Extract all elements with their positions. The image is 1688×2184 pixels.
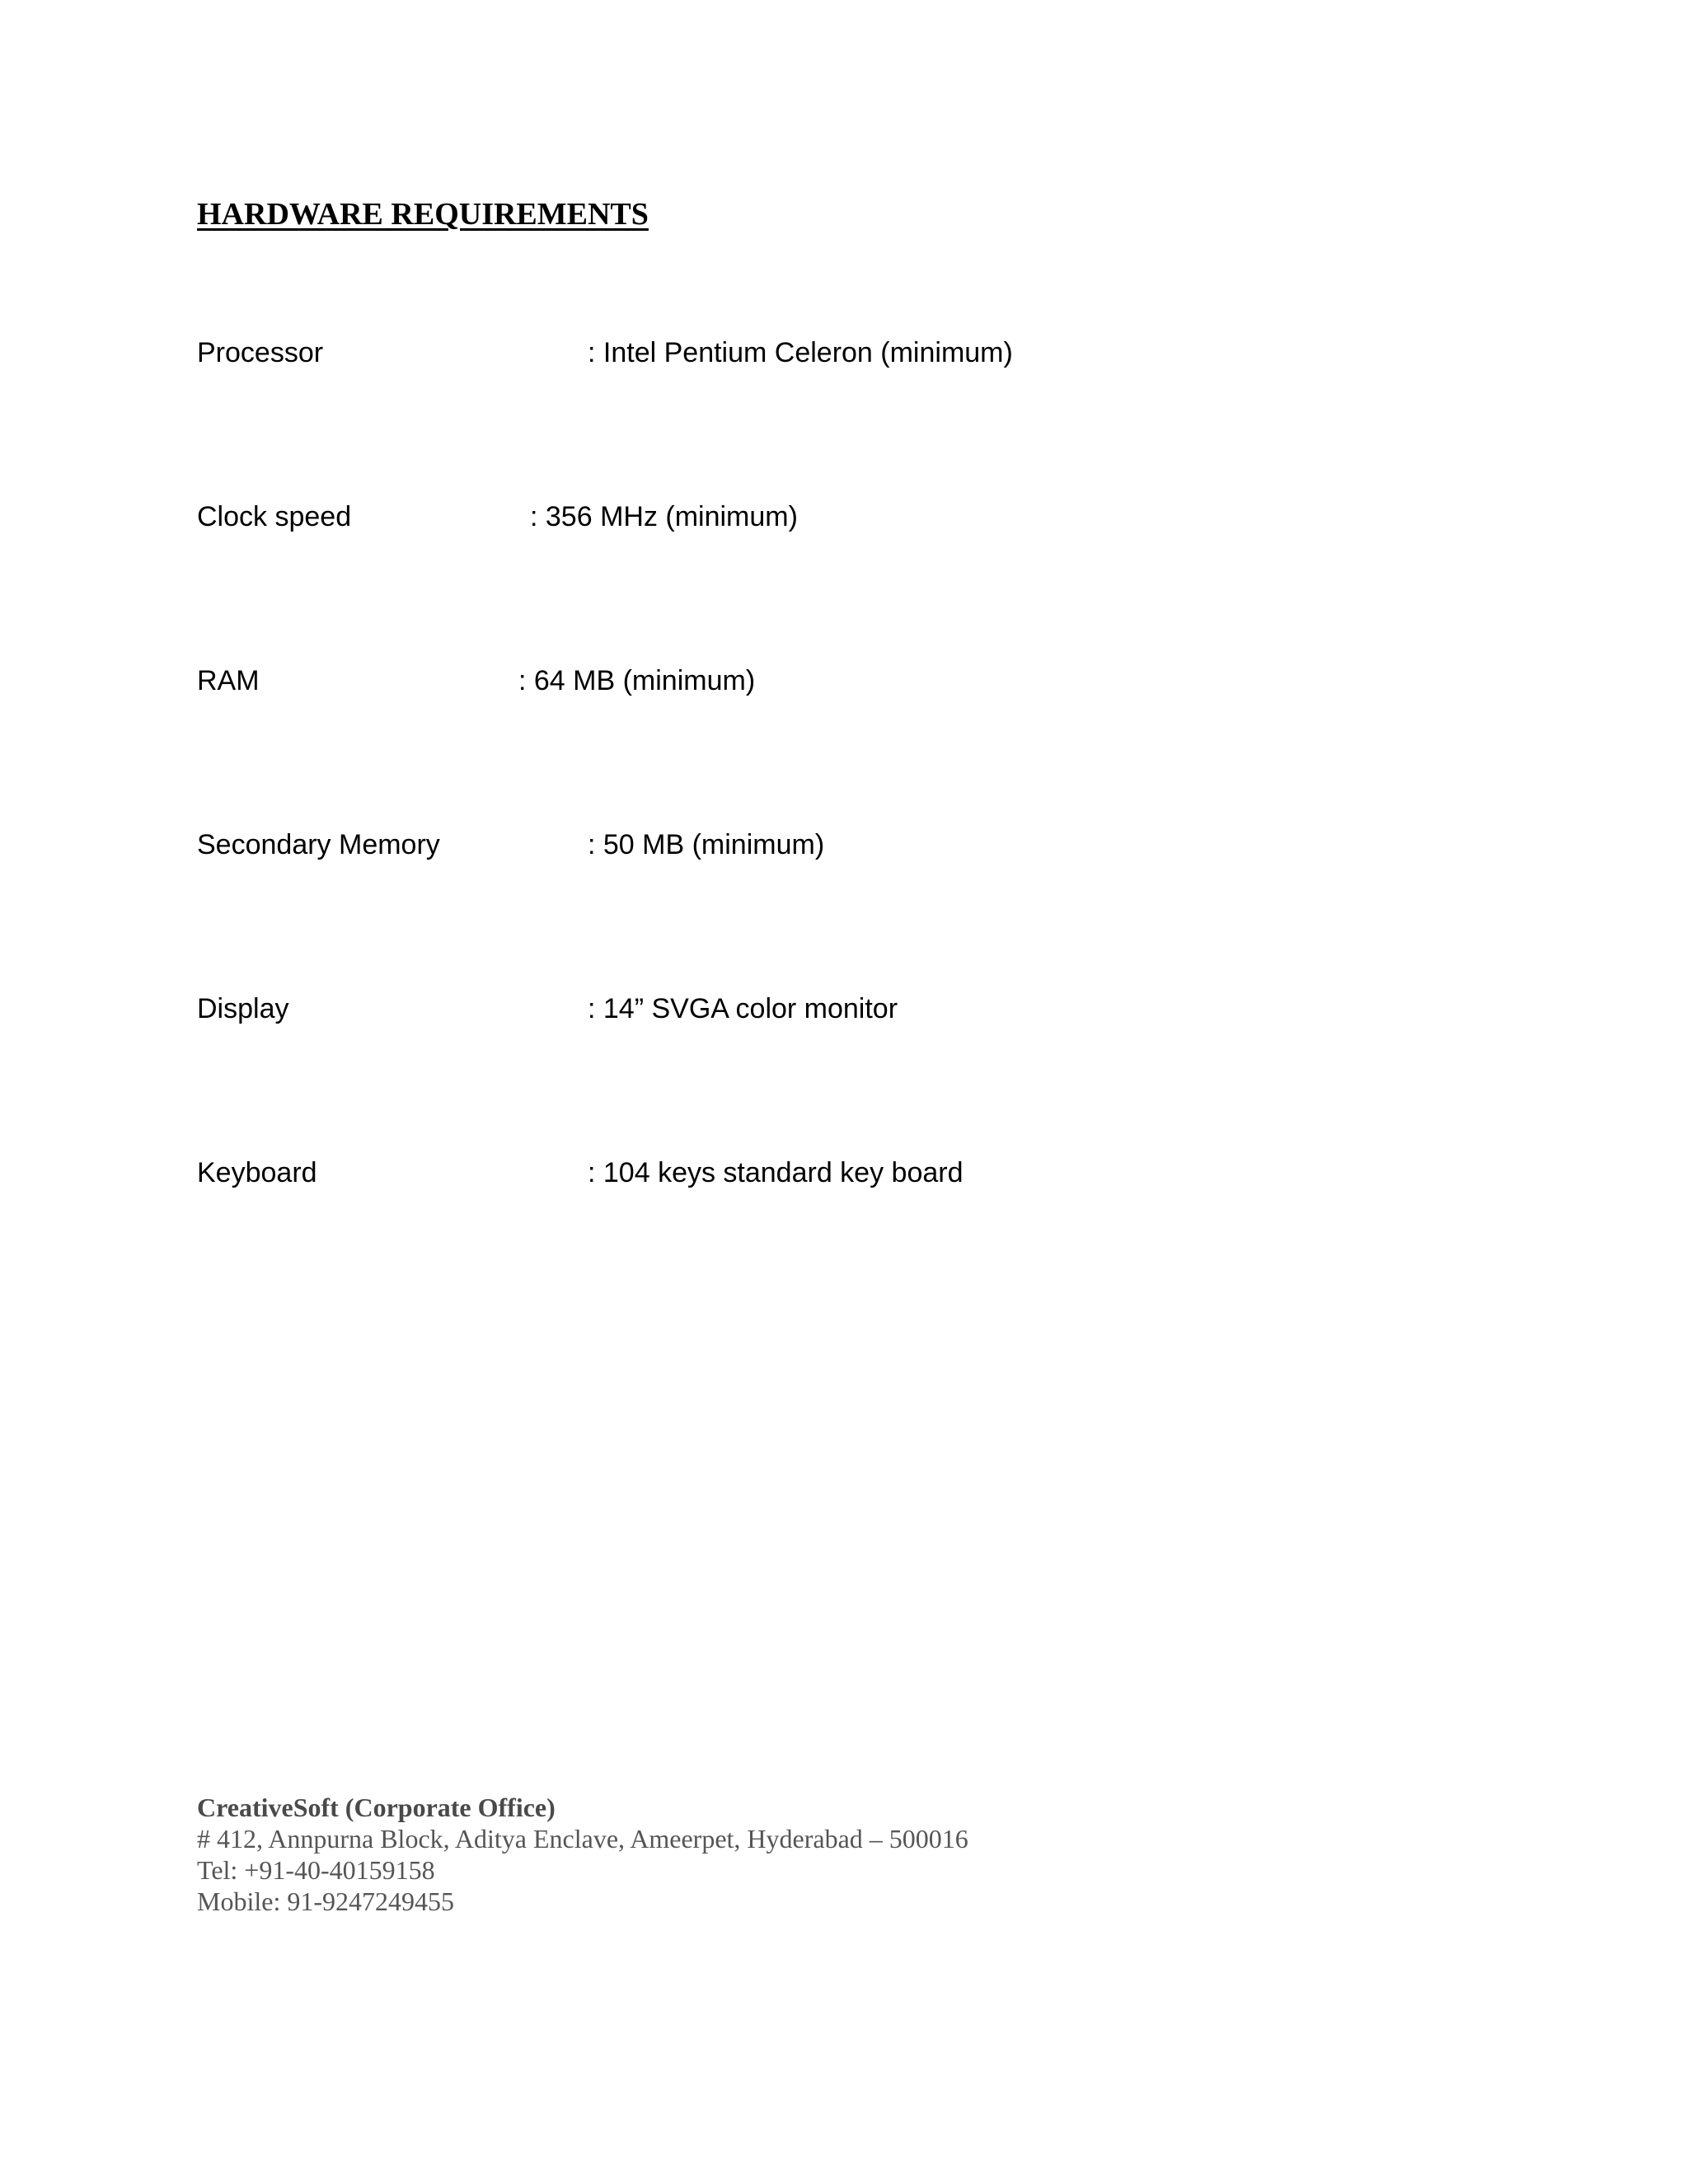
spec-row-clock-speed [197, 497, 1516, 537]
footer-address: # 412, Annpurna Block, Aditya Enclave, Ameerpet, Hyderabad – 500016 [197, 1824, 968, 1854]
footer-tel: Tel: +91-40-40159158 [197, 1855, 435, 1885]
spec-label: Keyboard [197, 1157, 317, 1188]
spec-label: Display [197, 993, 289, 1024]
spec-label: Secondary Memory [197, 829, 440, 860]
spec-value: : 14” SVGA color monitor [588, 993, 898, 1024]
spec-value: : 50 MB (minimum) [588, 829, 825, 860]
spec-value: : Intel Pentium Celeron (minimum) [588, 337, 1013, 368]
footer-mobile: Mobile: 91-9247249455 [197, 1886, 454, 1916]
spec-value: : 104 keys standard key board [588, 1157, 964, 1188]
spec-row-secondary-memory [197, 825, 1516, 865]
spec-value: : 64 MB (minimum) [518, 665, 756, 696]
footer-contact-block [197, 1792, 968, 1917]
spec-row-display [197, 989, 1516, 1029]
page-heading: HARDWARE REQUIREMENTS [197, 197, 649, 232]
spec-label: Clock speed [197, 501, 352, 532]
spec-label: Processor [197, 337, 324, 368]
spec-row-ram [197, 661, 1516, 701]
footer-company: CreativeSoft (Corporate Office) [197, 1793, 556, 1822]
spec-row-processor [197, 333, 1516, 373]
spec-label: RAM [197, 665, 260, 696]
spec-value: : 356 MHz (minimum) [530, 501, 798, 532]
spec-row-keyboard [197, 1153, 1516, 1193]
